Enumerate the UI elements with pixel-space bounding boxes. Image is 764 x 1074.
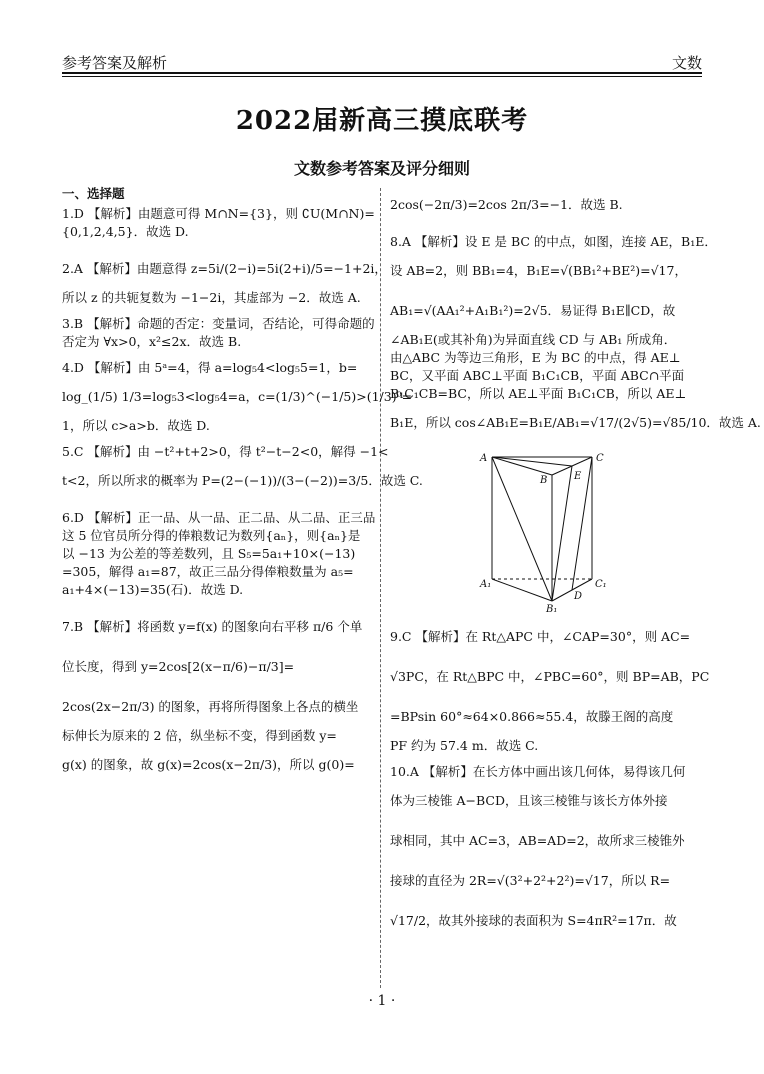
answer-line: B₁C₁CB=BC，所以 AE⊥平面 B₁C₁CB，所以 AE⊥ xyxy=(390,386,687,401)
page-header xyxy=(62,46,702,74)
answer-block xyxy=(390,617,710,755)
answer-line: 否定为 ∀x>0，x²≤2x．故选 B. xyxy=(62,334,242,349)
answer-line: ∠AB₁E(或其补角)为异面直线 CD 与 AB₁ 所成角． xyxy=(390,332,677,347)
answer-line: 接球的直径为 2R=√(3²+2²+2²)=√17，所以 R= xyxy=(390,873,671,888)
edge-AB xyxy=(492,457,552,475)
header-left-title: 参考答案及解析 xyxy=(62,54,168,72)
answer-line: PF 约为 57.4 m．故选 C. xyxy=(390,738,539,753)
answer-line: 3.B 【解析】命题的否定：变量词，否结论，可得命题的 xyxy=(62,316,375,331)
answer-block xyxy=(62,443,423,501)
header-rule-thick xyxy=(62,72,702,74)
header-rule-thin xyxy=(62,76,702,77)
right-answer-list xyxy=(390,617,710,941)
triangular-prism-diagram xyxy=(480,453,620,613)
answer-block xyxy=(62,509,376,599)
left-column xyxy=(62,185,423,793)
answer-block xyxy=(62,249,387,307)
section-heading: 一、选择题 xyxy=(62,186,125,201)
answer-line: 1，所以 c>a>b．故选 D. xyxy=(62,418,210,433)
answer-line: 1.D 【解析】由题意可得 M∩N={3}，则 ∁U(M∩N)= xyxy=(62,206,375,221)
page-number: · 1 · xyxy=(368,993,396,1009)
answer-line: B₁E，所以 cos∠AB₁E=B₁E/AB₁=√17/(2√5)=√85/10．故选 A. xyxy=(390,415,761,430)
answer-line: =BPsin 60°≈64×0.866≈55.4，故滕王阁的高度 xyxy=(390,709,674,724)
answer-line: 体为三棱锥 A−BCD，且该三棱锥与该长方体外接 xyxy=(390,793,668,808)
answer-block xyxy=(390,233,761,443)
answer-line: 球相同，其中 AC=3，AB=AD=2，故所求三棱锥外 xyxy=(390,833,685,848)
answer-line: 由△ABC 为等边三角形，E 为 BC 的中点，得 AE⊥ xyxy=(390,350,681,365)
document-title: 2022届新高三摸底联考 xyxy=(235,106,529,136)
answer-block xyxy=(62,315,375,351)
answer-block xyxy=(390,185,702,225)
document-subtitle: 文数参考答案及评分细则 xyxy=(293,159,470,178)
header-subject: 文数 xyxy=(671,54,702,72)
column-divider xyxy=(380,188,381,988)
answer-line: 标伸长为原来的 2 倍，纵坐标不变，得到函数 y= xyxy=(62,728,337,743)
answer-block xyxy=(62,205,375,241)
answer-line: 位长度，得到 y=2cos[2(x−π/6)−π/3]= xyxy=(62,659,295,674)
label-B: B xyxy=(540,475,548,486)
answer-block xyxy=(62,607,372,785)
answer-line: a₁+4×(−13)=35(石)．故选 D. xyxy=(62,582,244,597)
label-B1: B₁ xyxy=(546,604,558,615)
answer-item-8 xyxy=(390,233,761,443)
answer-line: 8.A 【解析】设 E 是 BC 的中点，如图，连接 AE，B₁E． xyxy=(390,234,717,249)
answer-line: 2cos(2x−2π/3) 的图象，再将所得图象上各点的横坐 xyxy=(62,699,359,714)
answer-line: √17/2，故其外接球的表面积为 S=4πR²=17π．故 xyxy=(390,913,677,928)
answer-line: 6.D 【解析】正一品、从一品、正二品、从二品、正三品 xyxy=(62,510,376,525)
answer-line: BC，又平面 ABC⊥平面 B₁C₁CB，平面 ABC∩平面 xyxy=(390,368,685,383)
edge-A1B1 xyxy=(492,579,552,601)
answer-line: 4.D 【解析】由 5ᵃ=4，得 a=log₅4<log₅5=1，b= xyxy=(62,360,358,375)
answer-line: 2cos(−2π/3)=2cos 2π/3=−1．故选 B. xyxy=(390,197,623,212)
label-A: A xyxy=(480,453,488,464)
prism-figure xyxy=(390,447,702,617)
answer-line: g(x) 的图象，故 g(x)=2cos(x−2π/3)，所以 g(0)= xyxy=(62,757,355,772)
segment-AE xyxy=(492,457,572,466)
right-column xyxy=(390,185,761,949)
label-C1: C₁ xyxy=(595,579,607,590)
answer-line: t<2，所以所求的概率为 P=(2−(−1))/(3−(−2))=3/5．故选 C. xyxy=(62,473,423,488)
answer-line: 以 −13 为公差的等差数列，且 S₅=5a₁+10×(−13) xyxy=(62,546,356,561)
continued-answer xyxy=(390,185,702,225)
answer-line: 这 5 位官员所分得的俸粮数记为数列{aₙ}，则{aₙ}是 xyxy=(62,528,361,543)
answer-line: 设 AB=2，则 BB₁=4，B₁E=√(BB₁²+BE²)=√17， xyxy=(390,263,687,278)
answer-block xyxy=(390,763,702,941)
label-C: C xyxy=(596,453,604,464)
label-E: E xyxy=(574,471,582,482)
answer-block xyxy=(62,359,413,435)
segment-EB1 xyxy=(552,466,572,601)
answer-line: 所以 z 的共轭复数为 −1−2i，其虚部为 −2．故选 A. xyxy=(62,290,361,305)
answer-line: √3PC，在 Rt△BPC 中，∠PBC=60°，则 BP=AB，PC xyxy=(390,669,710,684)
answer-line: 2.A 【解析】由题意得 z=5i/(2−i)=5i(2+i)/5=−1+2i， xyxy=(62,261,387,276)
answer-line: 7.B 【解析】将函数 y=f(x) 的图象向右平移 π/6 个单 xyxy=(62,619,363,634)
answer-line: {0,1,2,4,5}．故选 D. xyxy=(62,224,189,239)
label-A1: A₁ xyxy=(480,579,492,590)
answer-line: 5.C 【解析】由 −t²+t+2>0，得 t²−t−2<0，解得 −1< xyxy=(62,444,389,459)
answer-line: =305，解得 a₁=87，故正三品分得俸粮数量为 a₅= xyxy=(62,564,354,579)
answer-line: 10.A 【解析】在长方体中画出该几何体，易得该几何 xyxy=(390,764,686,779)
answer-line: log_(1/5) 1/3=log₅3<log₅4=a，c=(1/3)^(−1/5)>(1/3)⁰= xyxy=(62,389,413,404)
answer-line: AB₁=√(AA₁²+A₁B₁²)=2√5．易证得 B₁E∥CD，故 xyxy=(390,303,676,318)
label-D: D xyxy=(574,591,583,602)
answer-line: 9.C 【解析】在 Rt△APC 中，∠CAP=30°，则 AC= xyxy=(390,629,691,644)
left-answer-list xyxy=(62,205,423,785)
